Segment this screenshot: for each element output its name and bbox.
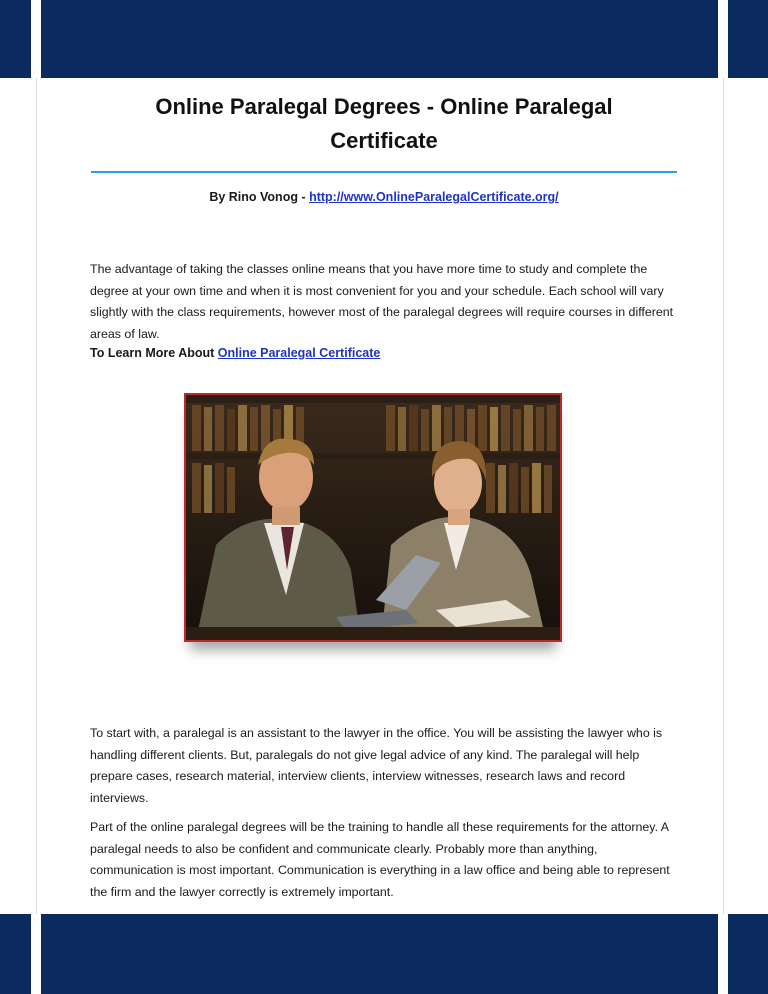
byline-url-link[interactable]: http://www.OnlineParalegalCertificate.org/	[309, 190, 559, 204]
learn-more-link[interactable]: Online Paralegal Certificate	[217, 346, 381, 360]
intro-paragraph: The advantage of taking the classes online means that you have more time to study and complete the degree at your own time and when it is most convenient for you and your schedule. Each school will vary slightly with the class requirements, however most of the paralegal degrees will require courses in different areas of law.	[90, 262, 674, 341]
title-divider	[91, 171, 677, 173]
footer-band-left	[0, 914, 31, 994]
office-illustration	[186, 395, 560, 640]
header-band	[41, 0, 718, 78]
lawyers-photo	[184, 393, 562, 642]
byline-author: By Rino Vonog -	[209, 190, 310, 204]
learn-more-line	[90, 346, 380, 360]
page-title: Online Paralegal Degrees - Online Paralegal Certificate	[155, 94, 613, 153]
header-band-left	[0, 0, 31, 78]
body-paragraph-2: To start with, a paralegal is an assistant to the lawyer in the office. You will be assisting the lawyer who is handling different clients. But, paralegals do not give legal advice of any kind. The paralegal will help prepare cases, research material, interview clients, interview witnesses, research laws and record interviews.	[90, 726, 663, 805]
footer-band-right	[728, 914, 768, 994]
byline	[91, 190, 677, 204]
page-margin-line-right	[723, 78, 724, 914]
desk-graphic	[186, 627, 560, 640]
header-band-right	[728, 0, 768, 78]
footer-band	[41, 914, 718, 994]
learn-more-prefix: To Learn More About	[90, 346, 218, 360]
body-paragraph-3: Part of the online paralegal degrees will be the training to handle all these requirements for the attorney. A paralegal needs to also be confident and communicate clearly. Probably more than anything, communication is most important. Communication is everything in a law office and being able to represent the firm and the lawyer correctly is extremely important.	[90, 820, 670, 899]
page-margin-line-left	[36, 78, 37, 914]
